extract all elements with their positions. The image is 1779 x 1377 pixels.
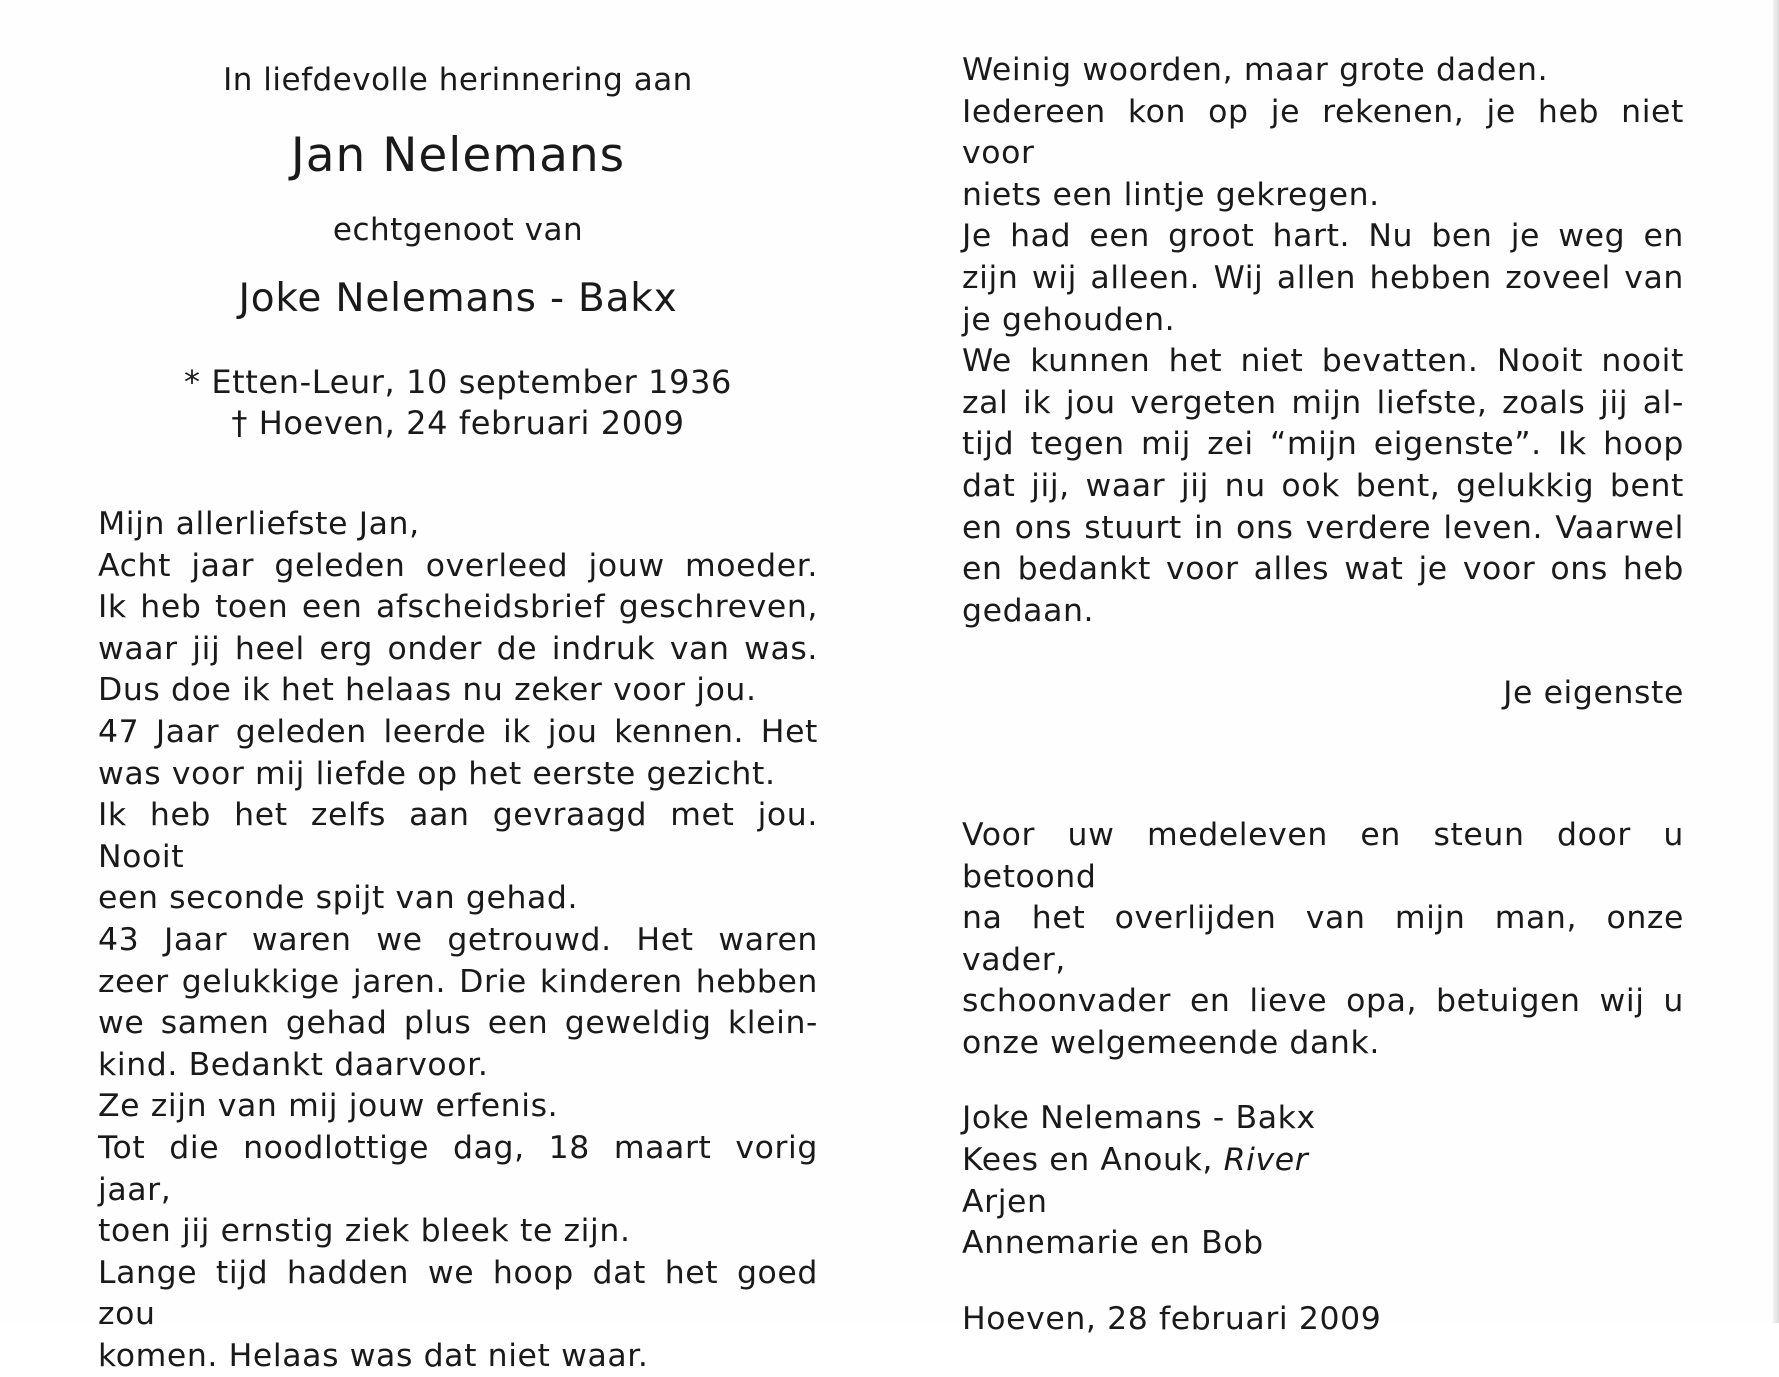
letter-line: tijd tegen mij zei “mijn eigenste”. Ik hoop [962, 426, 1684, 463]
thanks-line: schoonvader en lieve opa, betuigen wij u [962, 983, 1684, 1020]
letter-line: een seconde spijt van gehad. [98, 880, 579, 917]
thanks-line: onze welgemeende dank. [962, 1024, 1380, 1061]
letter-line: je gehouden. [962, 301, 1176, 338]
birth-line: * Etten-Leur, 10 september 1936 [183, 363, 733, 401]
letter-line: waar jij heel erg onder de indruk van was. [98, 630, 818, 667]
letter-line: Acht jaar geleden overleed jouw moeder. [98, 547, 818, 584]
letter-line: was voor mij liefde op het eerste gezicht. [98, 755, 776, 792]
letter-line: Ik heb toen een afscheidsbrief geschreven, [98, 589, 818, 626]
card-edge [1773, 0, 1779, 1323]
letter-line: Mijn allerliefste Jan, [98, 506, 420, 542]
letter-line: Ik heb het zelfs aan gevraagd met jou. Nooit [98, 797, 818, 875]
letter-line: Ze zijn van mij jouw erfenis. [98, 1088, 559, 1125]
signoff: Je eigenste [1503, 675, 1684, 712]
letter-line: Weinig woorden, maar grote daden. [962, 52, 1549, 88]
letter-line: Je had een groot hart. Nu ben je weg en [962, 218, 1684, 255]
letter-line: gedaan. [962, 592, 1095, 629]
letter-line: toen jij ernstig ziek bleek te zijn. [98, 1213, 631, 1250]
life-dates [98, 362, 818, 444]
letter-line: en bedankt voor alles wat je voor ons heb [962, 551, 1684, 588]
grandchild-name: River [1223, 1142, 1309, 1179]
letter-line: 47 Jaar geleden leerde ik jou kennen. Het [98, 713, 818, 750]
letter-line: We kunnen het niet bevatten. Nooit nooit [962, 343, 1684, 380]
relation-line: echtgenoot van [332, 212, 584, 248]
letter-line: niets een lintje gekregen. [962, 176, 1380, 213]
deceased-name: Jan Nelemans [290, 128, 626, 183]
family-line: Annemarie en Bob [962, 1225, 1264, 1262]
letter-left [98, 504, 818, 1377]
letter-line: zal ik jou vergeten mijn liefste, zoals jij al- [962, 384, 1684, 421]
letter-line: zeer gelukkige jaren. Drie kinderen hebben [98, 963, 818, 1000]
family-line [962, 1140, 1684, 1182]
letter-line: kind. Bedankt daarvoor. [98, 1046, 489, 1083]
letter-line: Iedereen kon op je rekenen, je heb niet voor [962, 93, 1684, 172]
letter-line: komen. Helaas was dat niet waar. [98, 1337, 649, 1374]
letter-line: Dus doe ik het helaas nu zeker voor jou. [98, 672, 757, 709]
letter-right [962, 50, 1684, 632]
letter-line: we samen gehad plus een geweldig klein- [98, 1005, 818, 1042]
left-column [98, 48, 818, 1377]
thanks-line: na het overlijden van mijn man, onze vader, [962, 900, 1684, 978]
letter-line: en ons stuurt in ons verdere leven. Vaarwel [962, 509, 1684, 546]
thanks-block [962, 815, 1684, 1065]
letter-line: Tot die noodlottige dag, 18 maart vorig jaar, [98, 1129, 818, 1208]
letter-line: zijn wij alleen. Wij allen hebben zoveel van [962, 259, 1684, 296]
letter-line: Lange tijd hadden we hoop dat het goed zou [98, 1254, 818, 1333]
place-date: Hoeven, 28 februari 2009 [962, 1300, 1382, 1337]
letter-line: 43 Jaar waren we getrouwd. Het waren [98, 921, 818, 958]
thanks-line: Voor uw medeleven en steun door u betoond [962, 816, 1684, 895]
family-block [962, 1098, 1684, 1264]
letter-line: dat jij, waar jij nu ook bent, gelukkig bent [962, 467, 1684, 504]
family-names: Kees en Anouk, [962, 1142, 1224, 1179]
family-line: Joke Nelemans - Bakx [962, 1100, 1316, 1137]
right-column [962, 50, 1684, 1340]
death-line: † Hoeven, 24 februari 2009 [231, 404, 685, 442]
intro-line: In liefdevolle herinnering aan [223, 62, 693, 98]
family-line: Arjen [962, 1183, 1048, 1220]
spouse-name: Joke Nelemans - Bakx [238, 276, 678, 321]
header-block [98, 48, 818, 444]
